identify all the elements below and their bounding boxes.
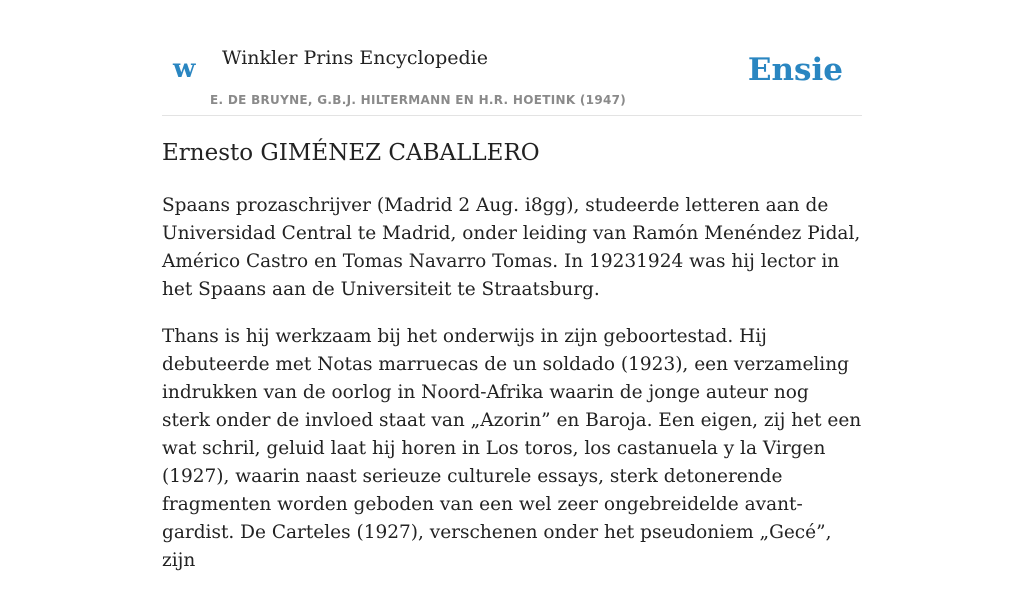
site-header bbox=[162, 40, 862, 116]
article-paragraph: Thans is hij werkzaam bij het onderwijs in zijn geboortestad. Hij debuteerde met Notas marruecas de un soldado (1923), een verzameling indrukken van de oorlog in Noord-Afrika waarin de jonge auteur nog sterk onder de invloed staat van „Azorin” en Baroja. Een eigen, zij het een wat schril, geluid laat hij horen in Los toros, los castanuela y la Virgen (1927), waarin naast serieuze culturele essays, sterk detonerende fragmenten worden geboden van een wel zeer ongebreidelde avant-gardist. De Carteles (1927), verschenen onder het pseudoniem „Gecé”, zijn bbox=[162, 326, 862, 571]
article-paragraph: Spaans prozaschrijver (Madrid 2 Aug. i8gg), studeerde letteren aan de Universidad Central te Madrid, onder leiding van Ramón Menéndez Pidal, Américo Castro en Tomas Navarro Tomas. In 19231924 was hij lector in het Spaans aan de Universiteit te Straatsburg. bbox=[162, 195, 861, 300]
logo-w-icon[interactable]: w bbox=[173, 54, 196, 84]
ensie-logo[interactable]: Ensie bbox=[747, 52, 843, 88]
publication-title[interactable]: Winkler Prins Encyclopedie bbox=[222, 47, 488, 69]
article-title: Ernesto GIMÉNEZ CABALLERO bbox=[162, 140, 540, 166]
publication-authors: E. DE BRUYNE, G.B.J. HILTERMANN EN H.R. HOETINK (1947) bbox=[210, 93, 627, 107]
article-body bbox=[162, 192, 862, 594]
